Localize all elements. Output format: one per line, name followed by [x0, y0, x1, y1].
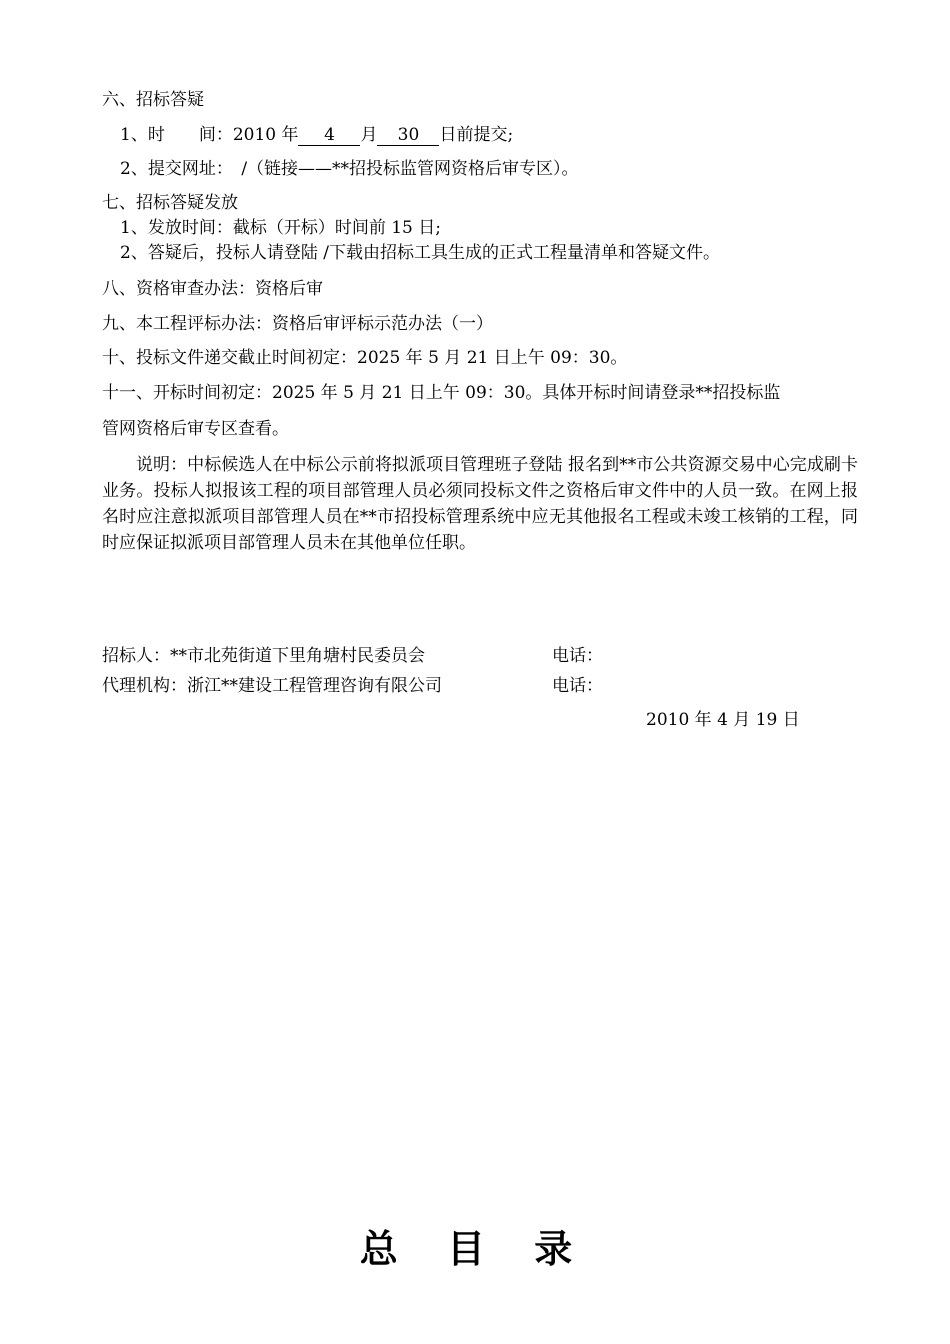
tenderer-phone: 电话：	[552, 646, 603, 666]
day-field: 30	[377, 125, 439, 146]
section-9: 九、本工程评标办法：资格后审评标示范办法（一）	[102, 314, 493, 334]
toc-title: 总 目 录	[359, 1227, 591, 1271]
section-6-item-1	[120, 124, 513, 146]
item-1-suffix: 日前提交;	[439, 125, 514, 145]
section-7-item-2: 2、答疑后，投标人请登陆 /下载由招标工具生成的正式工程量清单和答疑文件。	[120, 243, 720, 263]
section-11-line-1: 十一、开标时间初定：2025 年 5 月 21 日上午 09：30。具体开标时间请登录**招投标监	[102, 383, 781, 403]
agency-phone: 电话：	[552, 676, 603, 696]
agency: 代理机构：浙江**建设工程管理咨询有限公司	[102, 676, 442, 696]
signature-date: 2010 年 4 月 19 日	[646, 710, 800, 730]
section-11-line-2: 管网资格后审专区查看。	[102, 419, 289, 439]
month-field: 4	[298, 125, 360, 146]
section-6-item-2: 2、提交网址： /（链接——**招投标监管网资格后审专区）。	[120, 159, 579, 179]
section-10: 十、投标文件递交截止时间初定：2025 年 5 月 21 日上午 09：30。	[102, 348, 628, 368]
section-7-item-1: 1、发放时间：截标（开标）时间前 15 日;	[120, 218, 441, 238]
tenderer: 招标人：**市北苑街道下里角塘村民委员会	[102, 646, 425, 666]
month-label: 月	[360, 125, 378, 145]
section-6-heading: 六、招标答疑	[102, 90, 204, 110]
section-7-heading: 七、招标答疑发放	[102, 193, 238, 213]
note-paragraph: 说明：中标候选人在中标公示前将拟派项目管理班子登陆 报名到**市公共资源交易中心完成刷卡业务。投标人拟报该工程的项目部管理人员必须同投标文件之资格后审文件中的人员一致。在网上报名时应注意拟派项目部管理人员在**市招投标管理系统中应无其他报名工程或未竣工核销的工程，同时应保证拟派项目部管理人员未在其他单位任职。	[102, 455, 858, 553]
section-8: 八、资格审查办法：资格后审	[102, 279, 323, 299]
item-1-prefix: 1、时 间：2010 年	[120, 125, 299, 145]
